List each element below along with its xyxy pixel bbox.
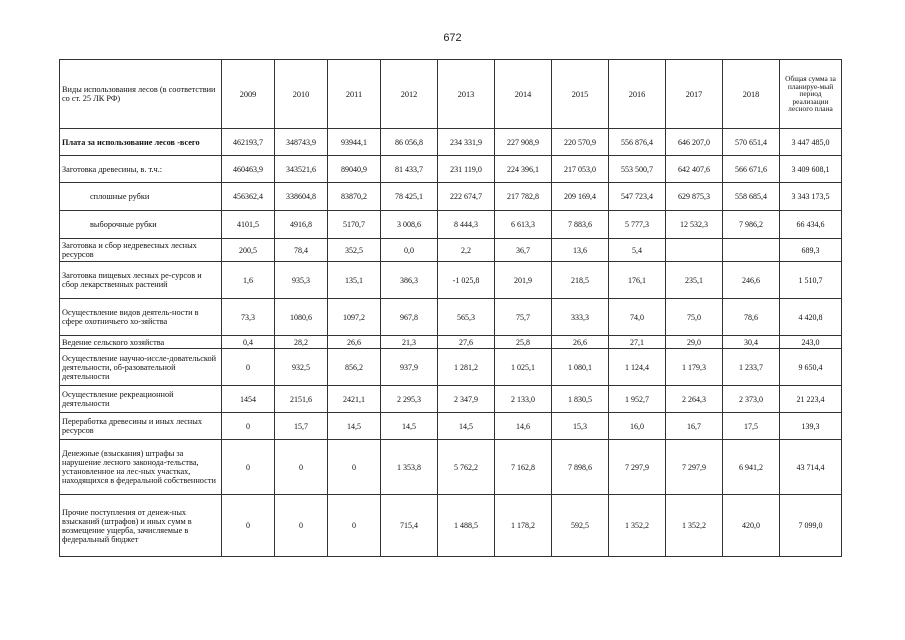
cell-value: 25,8 (495, 336, 552, 349)
cell-value: 352,5 (328, 239, 381, 262)
cell-value: 135,1 (328, 262, 381, 299)
cell-value: 14,5 (328, 413, 381, 440)
cell-value: 1 353,8 (381, 440, 438, 495)
cell-value: 556 876,4 (609, 129, 666, 156)
cell-value: 0 (328, 440, 381, 495)
row-label: Осуществление рекреационной деятельности (60, 386, 222, 413)
table-row (60, 299, 842, 336)
cell-value: 0 (222, 495, 275, 557)
cell-value: 1,6 (222, 262, 275, 299)
cell-value: 646 207,0 (666, 129, 723, 156)
cell-value: 7 297,9 (666, 440, 723, 495)
cell-value: 7 898,6 (552, 440, 609, 495)
cell-value: 222 674,7 (438, 183, 495, 211)
column-header-year: 2015 (552, 60, 609, 129)
cell-value: 0 (328, 495, 381, 557)
cell-total-value: 66 434,6 (780, 211, 842, 239)
table-header-row (60, 60, 842, 129)
cell-value: 93944,1 (328, 129, 381, 156)
cell-value: 1080,6 (275, 299, 328, 336)
column-header-year: 2014 (495, 60, 552, 129)
cell-value: 26,6 (552, 336, 609, 349)
cell-value: 2 295,3 (381, 386, 438, 413)
cell-value: 1 952,7 (609, 386, 666, 413)
cell-value: 13,6 (552, 239, 609, 262)
cell-value: 1 830,5 (552, 386, 609, 413)
row-label: выборочные рубки (60, 211, 222, 239)
column-header-year: 2016 (609, 60, 666, 129)
cell-value: 1 281,2 (438, 349, 495, 386)
cell-value: 26,6 (328, 336, 381, 349)
cell-value: 78,4 (275, 239, 328, 262)
cell-total-value: 243,0 (780, 336, 842, 349)
row-label: Переработка древесины и иных лесных ресурсов (60, 413, 222, 440)
column-header-year: 2018 (723, 60, 780, 129)
cell-value: 1 488,5 (438, 495, 495, 557)
table-row (60, 495, 842, 557)
cell-total-value: 3 447 485,0 (780, 129, 842, 156)
row-label: Осуществление видов деятель-ности в сфере охотничьего хо-зяйства (60, 299, 222, 336)
cell-value: 0,0 (381, 239, 438, 262)
table-row (60, 239, 842, 262)
cell-value: 75,7 (495, 299, 552, 336)
column-header-usage-type: Виды использования лесов (в соответствии со ст. 25 ЛК РФ) (60, 60, 222, 129)
cell-value: 12 532,3 (666, 211, 723, 239)
cell-value: 0 (275, 440, 328, 495)
cell-value: 14,6 (495, 413, 552, 440)
cell-value: 17,5 (723, 413, 780, 440)
cell-value: 217 053,0 (552, 156, 609, 183)
cell-value: 7 986,2 (723, 211, 780, 239)
cell-value: 570 651,4 (723, 129, 780, 156)
row-label: Заготовка пищевых лесных ре-сурсов и сбор лекарственных растений (60, 262, 222, 299)
table-row (60, 183, 842, 211)
cell-value: 0 (222, 440, 275, 495)
cell-value: 2151,6 (275, 386, 328, 413)
cell-value: 15,3 (552, 413, 609, 440)
table-row (60, 156, 842, 183)
cell-total-value: 7 099,0 (780, 495, 842, 557)
cell-value: 5170,7 (328, 211, 381, 239)
cell-value: 81 433,7 (381, 156, 438, 183)
cell-value: 856,2 (328, 349, 381, 386)
cell-value: 78 425,1 (381, 183, 438, 211)
cell-value: 4916,8 (275, 211, 328, 239)
cell-value: 14,5 (438, 413, 495, 440)
cell-value: 235,1 (666, 262, 723, 299)
cell-value: 209 169,4 (552, 183, 609, 211)
cell-value: 27,6 (438, 336, 495, 349)
column-header-total: Общая сумма за планируе-мый период реализации лесного плана (780, 60, 842, 129)
cell-value: 2 373,0 (723, 386, 780, 413)
cell-value: 200,5 (222, 239, 275, 262)
row-label: Денежные (взыскания) штрафы за нарушение лесного законода-тельства, установленное на лес-ных участках, находящихся в федеральной собственности (60, 440, 222, 495)
cell-value: 333,3 (552, 299, 609, 336)
cell-value: 231 119,0 (438, 156, 495, 183)
cell-total-value: 21 223,4 (780, 386, 842, 413)
cell-value: 1 179,3 (666, 349, 723, 386)
cell-value: 86 056,8 (381, 129, 438, 156)
cell-value: 2421,1 (328, 386, 381, 413)
cell-value: 460463,9 (222, 156, 275, 183)
cell-value: 2 264,3 (666, 386, 723, 413)
cell-value: 1 352,2 (666, 495, 723, 557)
table-row (60, 413, 842, 440)
cell-value: 2 133,0 (495, 386, 552, 413)
row-label: Прочие поступления от денеж-ных взысканий (штрафов) и иных сумм в возмещение ущерба, зачисляемые в федеральный бюджет (60, 495, 222, 557)
cell-value: 218,5 (552, 262, 609, 299)
cell-total-value: 1 510,7 (780, 262, 842, 299)
column-header-year: 2017 (666, 60, 723, 129)
column-header-year: 2010 (275, 60, 328, 129)
cell-value: 27,1 (609, 336, 666, 349)
table-row (60, 336, 842, 349)
cell-value: 7 297,9 (609, 440, 666, 495)
cell-value: 0,4 (222, 336, 275, 349)
cell-value: 14,5 (381, 413, 438, 440)
cell-value: 2 347,9 (438, 386, 495, 413)
row-label: Ведение сельского хозяйства (60, 336, 222, 349)
cell-value (723, 239, 780, 262)
page-number: 672 (443, 32, 462, 44)
cell-value: 7 162,8 (495, 440, 552, 495)
column-header-year: 2011 (328, 60, 381, 129)
cell-value: 15,7 (275, 413, 328, 440)
cell-value: 338604,8 (275, 183, 328, 211)
cell-value: 8 444,3 (438, 211, 495, 239)
cell-value: 566 671,6 (723, 156, 780, 183)
cell-value: 932,5 (275, 349, 328, 386)
cell-total-value: 3 409 608,1 (780, 156, 842, 183)
cell-value: 75,0 (666, 299, 723, 336)
row-label: сплошные рубки (60, 183, 222, 211)
cell-value: 220 570,9 (552, 129, 609, 156)
cell-value: 7 883,6 (552, 211, 609, 239)
cell-value: 0 (222, 413, 275, 440)
table-row (60, 440, 842, 495)
cell-total-value: 9 650,4 (780, 349, 842, 386)
cell-value: 462193,7 (222, 129, 275, 156)
cell-value: 4101,5 (222, 211, 275, 239)
table-row (60, 262, 842, 299)
forest-use-table (59, 59, 842, 557)
cell-value: 5,4 (609, 239, 666, 262)
cell-value: 16,7 (666, 413, 723, 440)
cell-value: -1 025,8 (438, 262, 495, 299)
cell-value: 1 178,2 (495, 495, 552, 557)
cell-value: 0 (275, 495, 328, 557)
cell-value: 642 407,6 (666, 156, 723, 183)
cell-value: 6 613,3 (495, 211, 552, 239)
cell-value: 1 025,1 (495, 349, 552, 386)
cell-value: 2,2 (438, 239, 495, 262)
cell-value: 1 352,2 (609, 495, 666, 557)
cell-value: 234 331,9 (438, 129, 495, 156)
cell-total-value: 4 420,8 (780, 299, 842, 336)
cell-value: 30,4 (723, 336, 780, 349)
cell-value: 3 008,6 (381, 211, 438, 239)
cell-value: 5 762,2 (438, 440, 495, 495)
cell-value: 935,3 (275, 262, 328, 299)
table-body (60, 129, 842, 557)
table-row (60, 349, 842, 386)
cell-value: 547 723,4 (609, 183, 666, 211)
table-row (60, 129, 842, 156)
cell-value: 224 396,1 (495, 156, 552, 183)
table-row (60, 211, 842, 239)
cell-value: 0 (222, 349, 275, 386)
cell-value: 21,3 (381, 336, 438, 349)
cell-total-value: 689,3 (780, 239, 842, 262)
cell-value: 1097,2 (328, 299, 381, 336)
cell-value: 1 124,4 (609, 349, 666, 386)
cell-value: 565,3 (438, 299, 495, 336)
cell-value: 217 782,8 (495, 183, 552, 211)
cell-value: 78,6 (723, 299, 780, 336)
cell-value: 1 080,1 (552, 349, 609, 386)
cell-value: 553 500,7 (609, 156, 666, 183)
cell-value: 201,9 (495, 262, 552, 299)
cell-total-value: 43 714,4 (780, 440, 842, 495)
cell-value: 16,0 (609, 413, 666, 440)
cell-value: 386,3 (381, 262, 438, 299)
column-header-year: 2013 (438, 60, 495, 129)
row-label: Плата за использование лесов -всего (60, 129, 222, 156)
column-header-year: 2009 (222, 60, 275, 129)
cell-value: 74,0 (609, 299, 666, 336)
cell-total-value: 139,3 (780, 413, 842, 440)
cell-value: 420,0 (723, 495, 780, 557)
cell-value (666, 239, 723, 262)
cell-value: 592,5 (552, 495, 609, 557)
cell-value: 348743,9 (275, 129, 328, 156)
cell-value: 5 777,3 (609, 211, 666, 239)
cell-value: 629 875,3 (666, 183, 723, 211)
cell-value: 1 233,7 (723, 349, 780, 386)
cell-value: 176,1 (609, 262, 666, 299)
cell-value: 967,8 (381, 299, 438, 336)
cell-value: 89040,9 (328, 156, 381, 183)
cell-total-value: 3 343 173,5 (780, 183, 842, 211)
cell-value: 343521,6 (275, 156, 328, 183)
cell-value: 83870,2 (328, 183, 381, 211)
cell-value: 937,9 (381, 349, 438, 386)
cell-value: 1454 (222, 386, 275, 413)
cell-value: 29,0 (666, 336, 723, 349)
row-label: Заготовка и сбор недревесных лесных ресурсов (60, 239, 222, 262)
cell-value: 227 908,9 (495, 129, 552, 156)
cell-value: 558 685,4 (723, 183, 780, 211)
cell-value: 715,4 (381, 495, 438, 557)
column-header-year: 2012 (381, 60, 438, 129)
row-label: Заготовка древесины, в. т.ч.: (60, 156, 222, 183)
cell-value: 6 941,2 (723, 440, 780, 495)
cell-value: 73,3 (222, 299, 275, 336)
table-row (60, 386, 842, 413)
cell-value: 28,2 (275, 336, 328, 349)
row-label: Осуществление научно-иссле-довательской деятельности, об-разовательной деятельности (60, 349, 222, 386)
cell-value: 36,7 (495, 239, 552, 262)
cell-value: 456362,4 (222, 183, 275, 211)
cell-value: 246,6 (723, 262, 780, 299)
